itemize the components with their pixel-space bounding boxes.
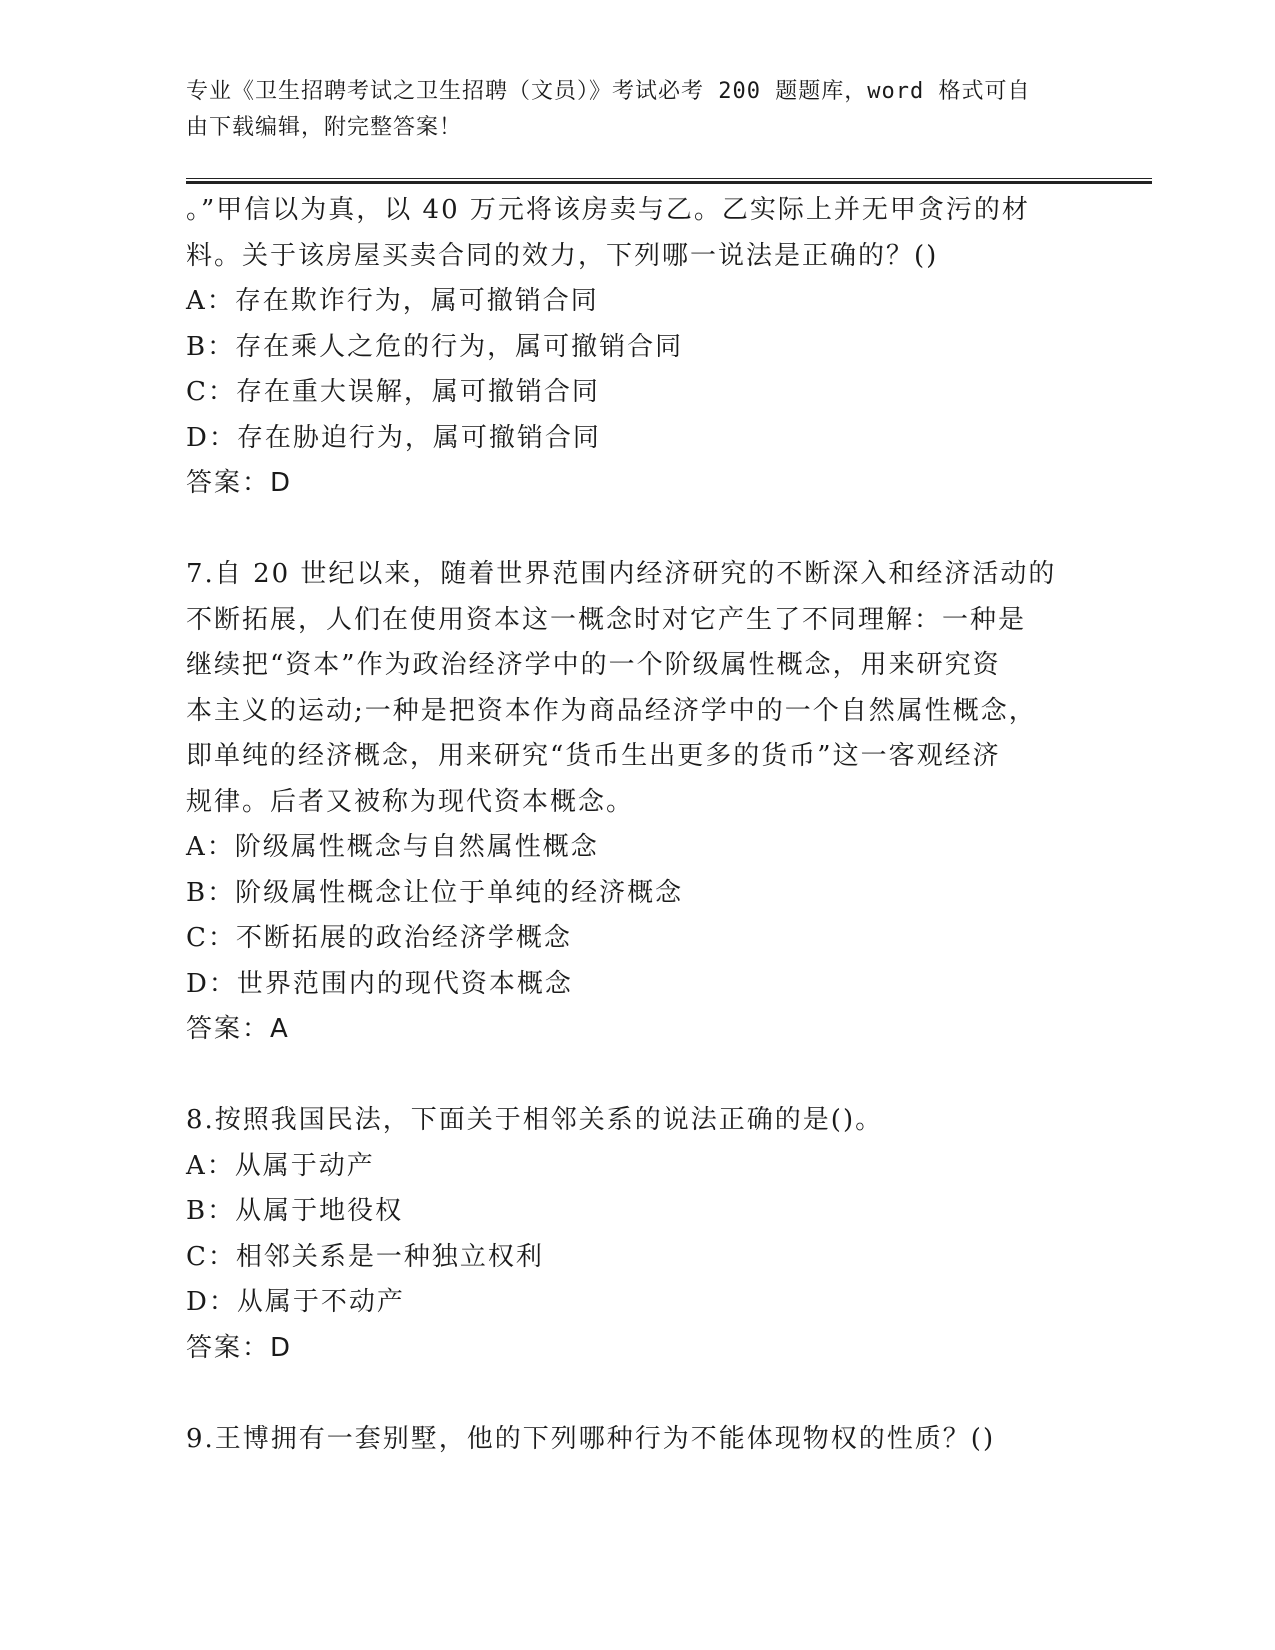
spacer xyxy=(186,1053,1086,1099)
question-stem-line: 不断拓展，人们在使用资本这一概念时对它产生了不同理解：一种是 xyxy=(186,604,1027,635)
option-b: B：存在乘人之危的行为，属可撤销合同 xyxy=(186,331,684,362)
option-d: D：从属于不动产 xyxy=(186,1287,405,1317)
header-line-2: 由下载编辑，附完整答案！ xyxy=(186,115,463,140)
question-stem-line: 即单纯的经济概念，用来研究“货币生出更多的货币”这一客观经济 xyxy=(186,741,1001,771)
answer: 答案：D xyxy=(186,1332,293,1363)
option-b: B：阶级属性概念让位于单纯的经济概念 xyxy=(186,877,684,908)
question-stem-line: 8.按照我国民法，下面关于相邻关系的说法正确的是()。 xyxy=(186,1105,884,1135)
question-stem-line: 。”甲信以为真，以 40 万元将该房卖与乙。乙实际上并无甲贪污的材 xyxy=(186,195,1030,225)
option-c: C：不断拓展的政治经济学概念 xyxy=(186,923,572,953)
option-d: D：世界范围内的现代资本概念 xyxy=(186,968,573,999)
spacer xyxy=(186,507,1086,553)
header-divider-thin xyxy=(186,178,1152,179)
header-line-1: 专业《卫生招聘考试之卫生招聘（文员）》考试必考 200 题题库，word 格式可自 xyxy=(186,79,1031,104)
question-stem-line: 7.自 20 世纪以来，随着世界范围内经济研究的不断深入和经济活动的 xyxy=(186,559,1057,589)
question-stem-line: 料。关于该房屋买卖合同的效力，下列哪一说法是正确的？() xyxy=(186,240,939,271)
question-stem-line: 继续把“资本”作为政治经济学中的一个阶级属性概念，用来研究资 xyxy=(186,650,1001,680)
option-b: B：从属于地役权 xyxy=(186,1196,404,1226)
question-8 xyxy=(186,1098,1086,1371)
header-divider-thick xyxy=(186,181,1152,184)
option-a: A：阶级属性概念与自然属性概念 xyxy=(186,832,599,862)
question-7 xyxy=(186,552,1086,1053)
option-a: A：从属于动产 xyxy=(186,1150,375,1181)
question-stem-line: 规律。后者又被称为现代资本概念。 xyxy=(186,786,635,817)
question-list xyxy=(186,188,1086,1462)
option-c: C：相邻关系是一种独立权利 xyxy=(186,1241,544,1272)
question-6 xyxy=(186,188,1086,507)
question-9 xyxy=(186,1417,1086,1463)
option-d: D：存在胁迫行为，属可撤销合同 xyxy=(186,422,601,453)
question-stem-line: 9.王博拥有一套别墅，他的下列哪种行为不能体现物权的性质？() xyxy=(186,1423,996,1454)
answer: 答案：D xyxy=(186,468,293,498)
question-stem-line: 本主义的运动;一种是把资本作为商品经济学中的一个自然属性概念， xyxy=(186,695,1037,726)
document-header xyxy=(186,74,1066,146)
option-a: A：存在欺诈行为，属可撤销合同 xyxy=(186,286,599,316)
answer: 答案：A xyxy=(186,1014,290,1044)
spacer xyxy=(186,1371,1086,1417)
option-c: C：存在重大误解，属可撤销合同 xyxy=(186,377,600,407)
